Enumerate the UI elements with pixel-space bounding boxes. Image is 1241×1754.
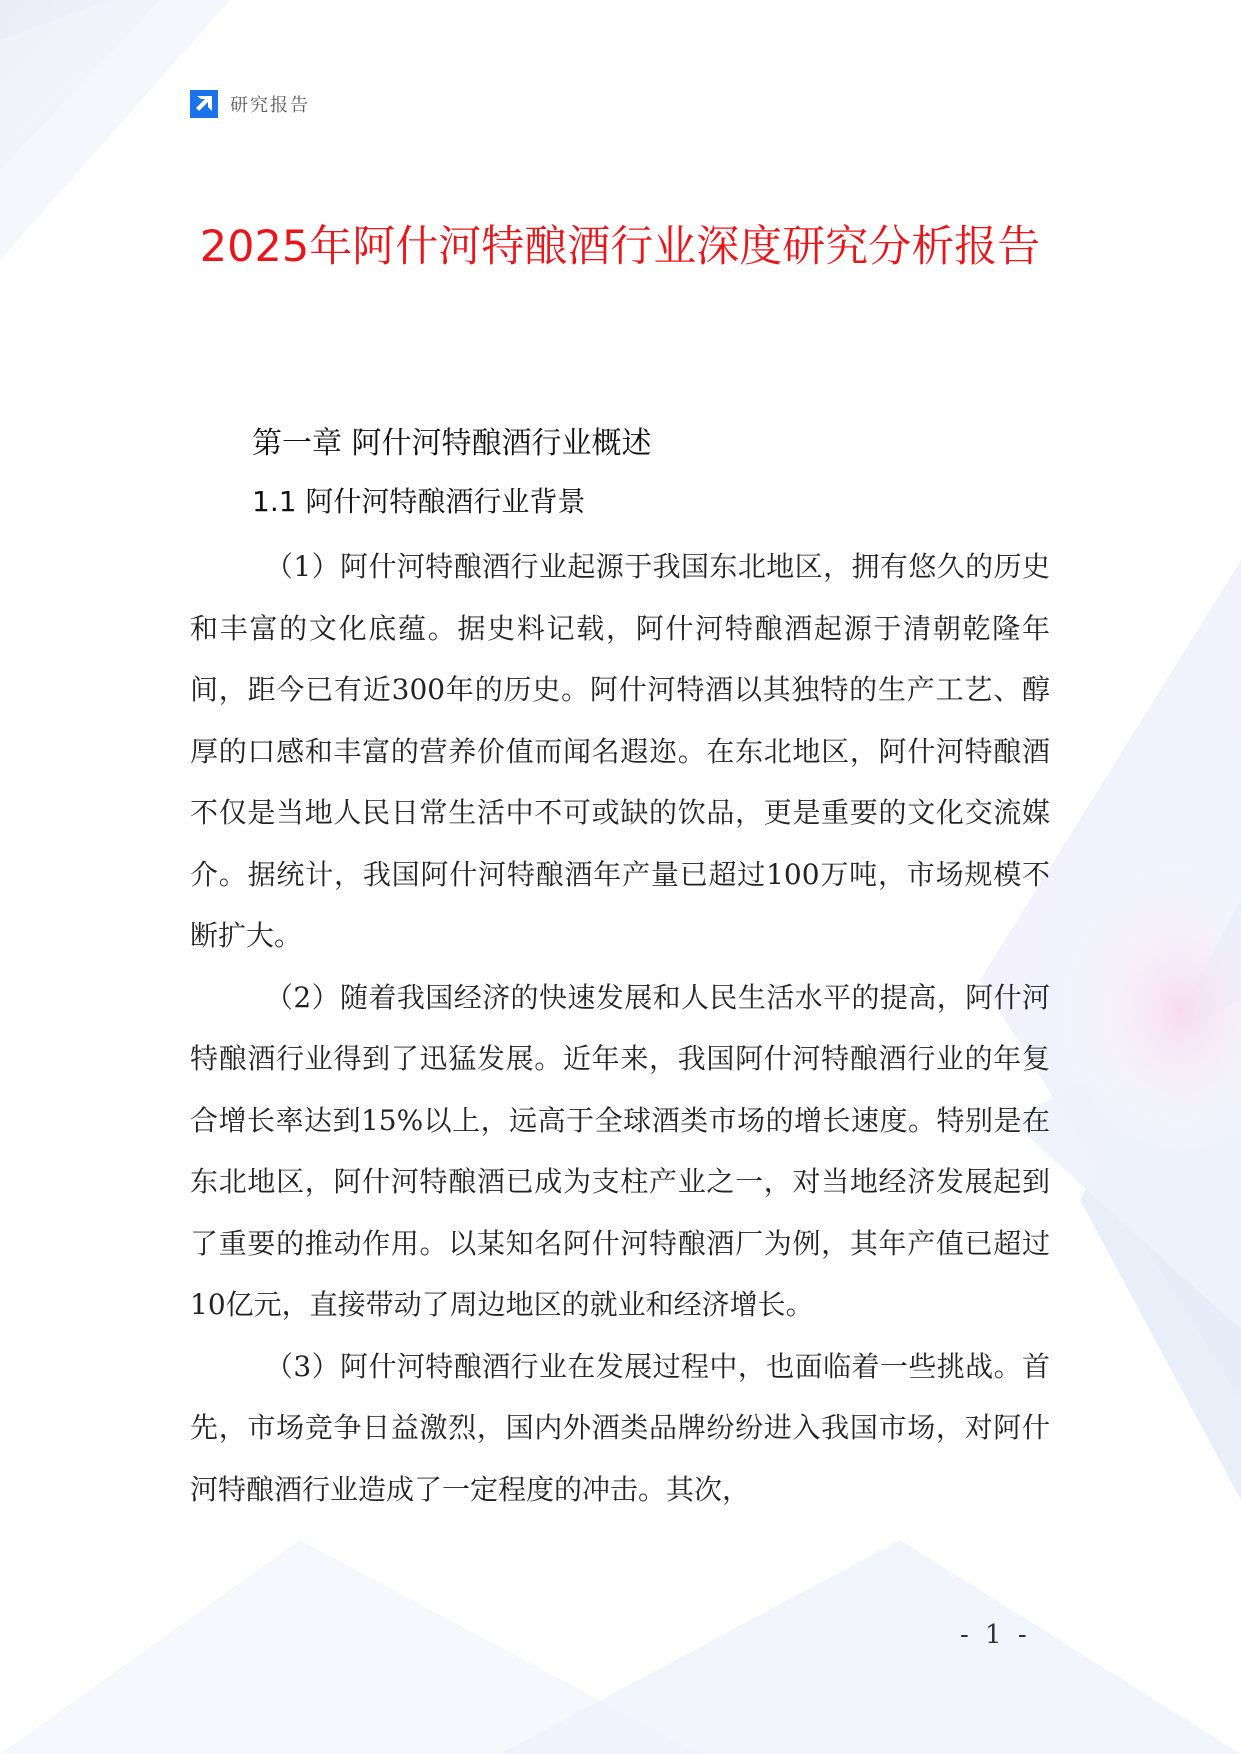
page-number: - 1 -	[960, 1620, 1031, 1650]
paragraph: （1）阿什河特酿酒行业起源于我国东北地区，拥有悠久的历史和丰富的文化底蕴。据史料记载，阿什河特酿酒起源于清朝乾隆年间，距今已有近300年的历史。阿什河特酒以其独特的生产工艺、醇厚的口感和丰富的营养价值而闻名遐迩。在东北地区，阿什河特酿酒不仅是当地人民日常生活中不可或缺的饮品，更是重要的文化交流媒介。据统计，我国阿什河特酿酒年产量已超过100万吨，市场规模不断扩大。	[190, 550, 1050, 952]
body-text	[190, 536, 1050, 1520]
section-heading: 1.1 阿什河特酿酒行业背景	[252, 485, 586, 518]
arrow-logo-icon	[188, 88, 220, 120]
chapter-heading: 第一章 阿什河特酿酒行业概述	[252, 426, 652, 461]
report-title: 2025年阿什河特酿酒行业深度研究分析报告	[199, 222, 1041, 272]
paragraph: （3）阿什河特酿酒行业在发展过程中，也面临着一些挑战。首先，市场竞争日益激烈，国内外酒类品牌纷纷进入我国市场，对阿什河特酿酒行业造成了一定程度的冲击。其次，	[190, 1349, 1050, 1506]
report-header	[188, 88, 310, 120]
header-label: 研究报告	[230, 95, 310, 116]
paragraph: （2）随着我国经济的快速发展和人民生活水平的提高，阿什河特酿酒行业得到了迅猛发展。近年来，我国阿什河特酿酒行业的年复合增长率达到15%以上，远高于全球酒类市场的增长速度。特别是在东北地区，阿什河特酿酒已成为支柱产业之一，对当地经济发展起到了重要的推动作用。以某知名阿什河特酿酒厂为例，其年产值已超过10亿元，直接带动了周边地区的就业和经济增长。	[190, 980, 1050, 1321]
